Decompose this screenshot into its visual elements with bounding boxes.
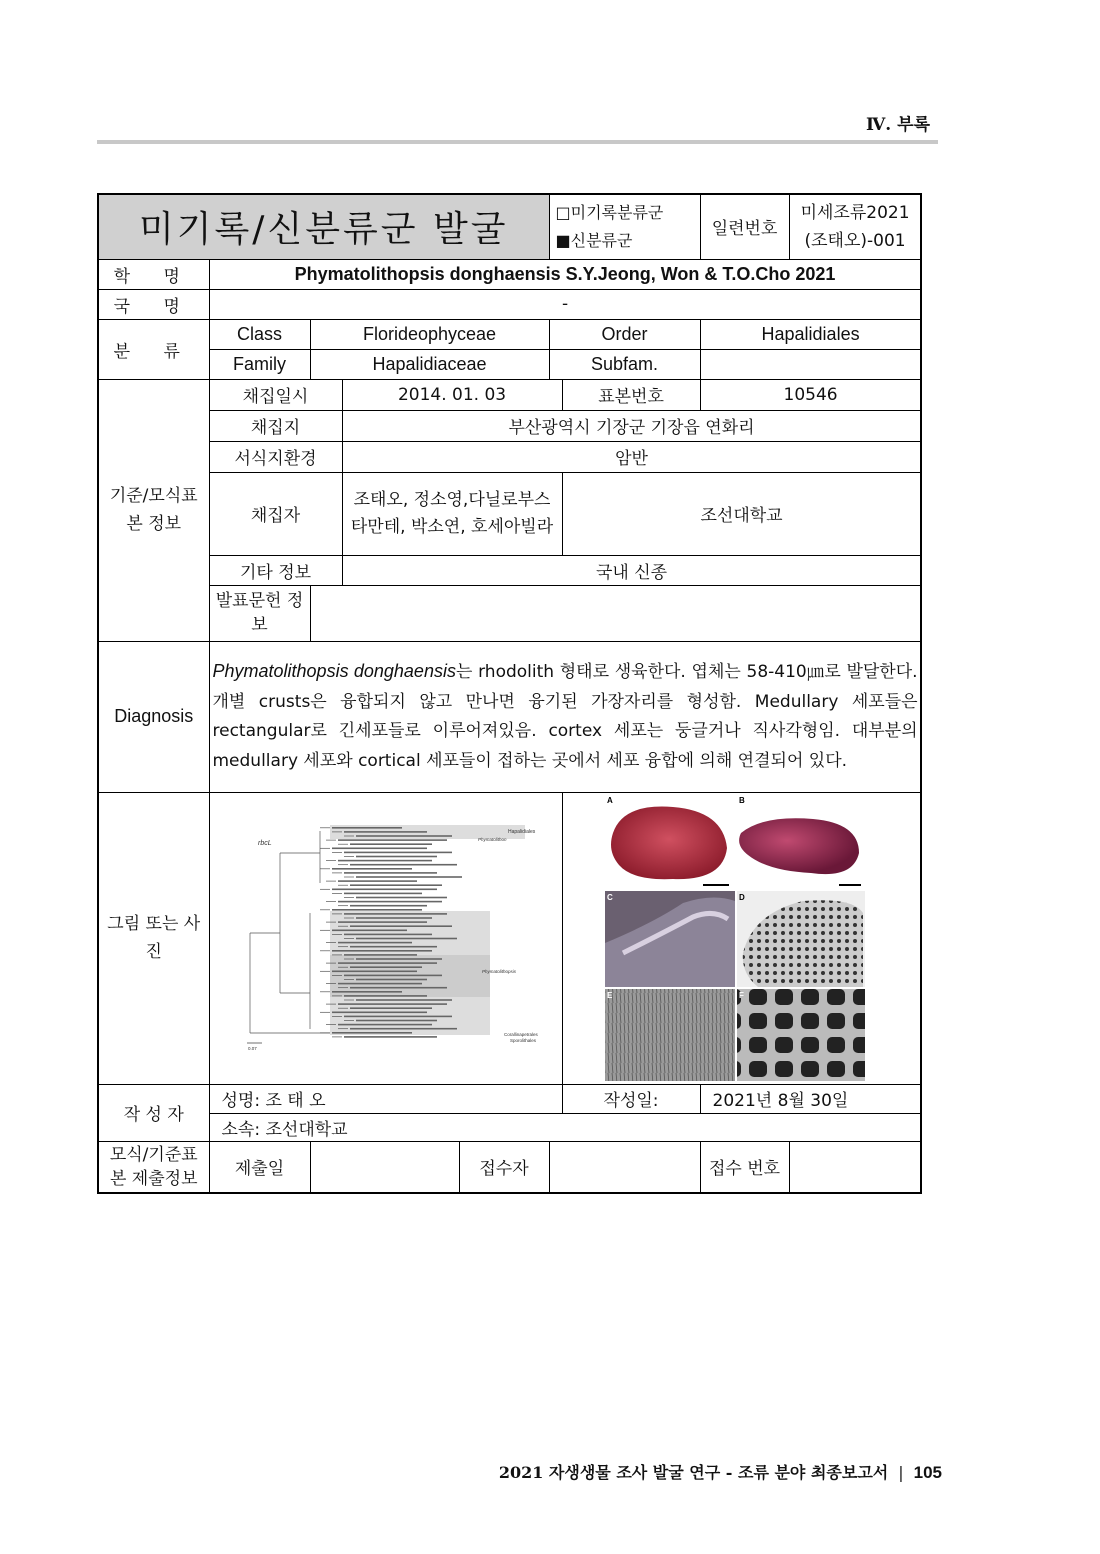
tree-taxon-line xyxy=(356,856,437,858)
receiver-label: 접수자 xyxy=(459,1141,549,1193)
phylo-tree-image xyxy=(210,793,563,1083)
photo-label-a: A xyxy=(606,796,613,805)
receiver-value xyxy=(549,1141,700,1193)
sci-name-label: 학 명 xyxy=(98,259,209,289)
photo-label-c: C xyxy=(606,893,613,902)
tree-taxon-line xyxy=(332,950,432,952)
tree-scale: 0.07 xyxy=(247,1046,257,1051)
tree-taxon-line xyxy=(344,872,437,874)
serial-label: 일련번호 xyxy=(700,194,789,259)
written-label: 작성일: xyxy=(562,1084,700,1113)
tree-taxon-line xyxy=(338,1024,432,1026)
tree-taxon-line xyxy=(338,1003,447,1005)
tree-taxon-line xyxy=(356,999,452,1001)
receipt-no-label: 접수 번호 xyxy=(700,1141,789,1193)
tree-group-phymatolithon: Phymatolithon xyxy=(477,837,507,842)
phylogenetic-tree-figure xyxy=(209,792,562,1084)
page-number: 105 xyxy=(913,1463,942,1482)
tree-taxon-line xyxy=(332,827,402,829)
site-label: 채집지 xyxy=(209,410,342,441)
publication-label: 발표문헌 정보 xyxy=(209,585,310,641)
tree-taxon-line xyxy=(350,843,432,845)
tree-group-hapalidiales: Hapalidiales xyxy=(507,829,535,835)
kor-name-label: 국 명 xyxy=(98,289,209,319)
tree-taxon-line xyxy=(356,897,447,899)
family-label: Family xyxy=(209,349,310,379)
submit-date-value xyxy=(310,1141,459,1193)
tree-taxon-line xyxy=(350,864,457,866)
receipt-no-value xyxy=(789,1141,921,1193)
tree-taxon-line xyxy=(344,1016,452,1018)
diagnosis-text: Phymatolithopsis donghaensis는 rhodolith 형태로 생육한다. 엽체는 58-410㎛로 발달한다. 개별 crusts은 융합되지 않고 만나면 융기된 가장자리를 형성함. Medullary 세포들은 rectangular로 긴세포들로 이루어져있음. cortex 세포는 둥글거나 직사각형임. 대부분의 medullary 세포와 cortical 세포들이 접하는 곳에서 세포 융합에 의해 연결되어 있다. xyxy=(209,641,921,792)
footer-title: 2021 자생생물 조사 발굴 연구 - 조류 분야 최종보고서 xyxy=(498,1463,889,1482)
tree-taxon-line xyxy=(338,860,432,862)
photo-label-d: D xyxy=(738,893,745,902)
photo-label-b: B xyxy=(738,796,745,805)
tree-taxon-line xyxy=(332,1012,427,1014)
korean-name: - xyxy=(209,289,921,319)
diagnosis-species: Phymatolithopsis donghaensis xyxy=(212,661,456,681)
serial-value: 미세조류2021 (조태오)-001 xyxy=(789,194,921,259)
tree-outgroup-2: Sporolithales xyxy=(509,1038,536,1043)
tree-taxon-line xyxy=(350,1028,457,1030)
checkbox-new-taxon[interactable]: ■신분류군 xyxy=(555,230,633,250)
tree-taxon-line xyxy=(356,876,462,878)
tree-taxon-line xyxy=(356,938,457,940)
tree-taxon-line xyxy=(344,893,422,895)
order-label: Order xyxy=(549,319,700,349)
tree-taxon-line xyxy=(332,991,402,993)
header-rule xyxy=(97,140,938,144)
habitat-value: 암반 xyxy=(342,441,921,472)
form-title: 미기록/신분류군 발굴 xyxy=(98,194,549,259)
specimen-no-value: 10546 xyxy=(700,379,921,410)
tree-taxon-line xyxy=(350,966,422,968)
etc-value: 국내 신종 xyxy=(342,555,921,585)
tree-taxon-line xyxy=(338,983,422,985)
habitat-label: 서식지환경 xyxy=(209,441,342,472)
tree-taxon-line xyxy=(344,852,452,854)
tree-taxon-line xyxy=(344,954,417,956)
subfam-label: Subfam. xyxy=(549,349,700,379)
tree-taxon-line xyxy=(338,962,437,964)
tree-taxon-line xyxy=(350,925,452,927)
tree-taxon-line xyxy=(338,901,442,903)
tree-taxon-line xyxy=(332,1032,412,1034)
tree-gene-label: rbcL xyxy=(257,840,272,847)
tree-taxon-line xyxy=(344,995,427,997)
subfam-value xyxy=(700,349,921,379)
class-label: Class xyxy=(209,319,310,349)
order-value: Hapalidiales xyxy=(700,319,921,349)
collector-names: 조태오, 정소영,다닐로부스타만테, 박소연, 호세아빌라 xyxy=(342,472,562,555)
submit-date-label: 제출일 xyxy=(209,1141,310,1193)
tree-taxon-line xyxy=(350,884,442,886)
date-label: 채집일시 xyxy=(209,379,342,410)
author-name: 성명: 조 태 오 xyxy=(209,1084,562,1113)
tree-taxon-line xyxy=(338,942,412,944)
checkbox-unrecorded[interactable]: □미기록분류군 xyxy=(555,202,664,222)
tree-taxon-line xyxy=(344,934,432,936)
author-org: 소속: 조선대학교 xyxy=(209,1113,921,1141)
tree-taxon-line xyxy=(338,921,427,923)
collector-label: 채집자 xyxy=(209,472,342,555)
tree-taxon-line xyxy=(356,1020,437,1022)
tree-taxon-line xyxy=(344,831,427,833)
specimen-info-label: 기준/모식표본 정보 xyxy=(98,379,209,641)
submission-label: 모식/기준표본 제출정보 xyxy=(98,1141,209,1193)
tree-taxon-line xyxy=(332,868,412,870)
tree-taxon-line xyxy=(332,930,407,932)
written-date: 2021년 8월 30일 xyxy=(700,1084,921,1113)
specimen-no-label: 표본번호 xyxy=(562,379,700,410)
page-footer xyxy=(499,1460,942,1483)
tree-taxon-line xyxy=(344,975,442,977)
etc-label: 기타 정보 xyxy=(209,555,342,585)
author-label: 작 성 자 xyxy=(98,1084,209,1141)
collector-org: 조선대학교 xyxy=(562,472,921,555)
publication-value xyxy=(310,585,921,641)
figure-label: 그림 또는 사진 xyxy=(98,792,209,1084)
tree-taxon-line xyxy=(332,889,437,891)
diagnosis-label: Diagnosis xyxy=(98,641,209,792)
tree-taxon-line xyxy=(356,979,427,981)
site-value: 부산광역시 기장군 기장읍 연화리 xyxy=(342,410,921,441)
tree-taxon-line xyxy=(338,839,447,841)
tree-taxon-line xyxy=(350,946,437,948)
footer-separator: | xyxy=(898,1463,904,1482)
scientific-name: Phymatolithopsis donghaensis S.Y.Jeong, Won & T.O.Cho 2021 xyxy=(209,259,921,289)
tree-taxon-line xyxy=(356,835,452,837)
class-value: Florideophyceae xyxy=(310,319,549,349)
category-checkboxes xyxy=(549,194,700,259)
tree-taxon-line xyxy=(350,1007,432,1009)
tree-taxon-line xyxy=(344,913,447,915)
tree-taxon-line xyxy=(332,848,427,850)
discovery-form-table xyxy=(97,193,922,1194)
tree-taxon-line xyxy=(356,958,442,960)
date-value: 2014. 01. 03 xyxy=(342,379,562,410)
photo-label-e: E xyxy=(606,991,612,1000)
specimen-photo-panels xyxy=(563,793,920,1083)
section-header: Ⅳ. 부록 xyxy=(866,115,930,135)
tree-taxon-line xyxy=(332,971,417,973)
tree-taxon-line xyxy=(350,987,447,989)
family-value: Hapalidiaceae xyxy=(310,349,549,379)
classification-label: 분 류 xyxy=(98,319,209,379)
tree-taxon-line xyxy=(338,880,417,882)
tree-taxon-line xyxy=(344,1036,437,1038)
tree-taxon-line xyxy=(332,909,422,911)
photo-label-f: F xyxy=(738,991,744,1000)
tree-outgroup-1: Corallinapetrales xyxy=(503,1032,538,1037)
specimen-photos-figure xyxy=(562,792,921,1084)
tree-taxon-line xyxy=(356,917,432,919)
tree-taxon-line xyxy=(350,905,427,907)
tree-group-phymatolithopsis: Phymatolithopsis xyxy=(481,969,516,974)
